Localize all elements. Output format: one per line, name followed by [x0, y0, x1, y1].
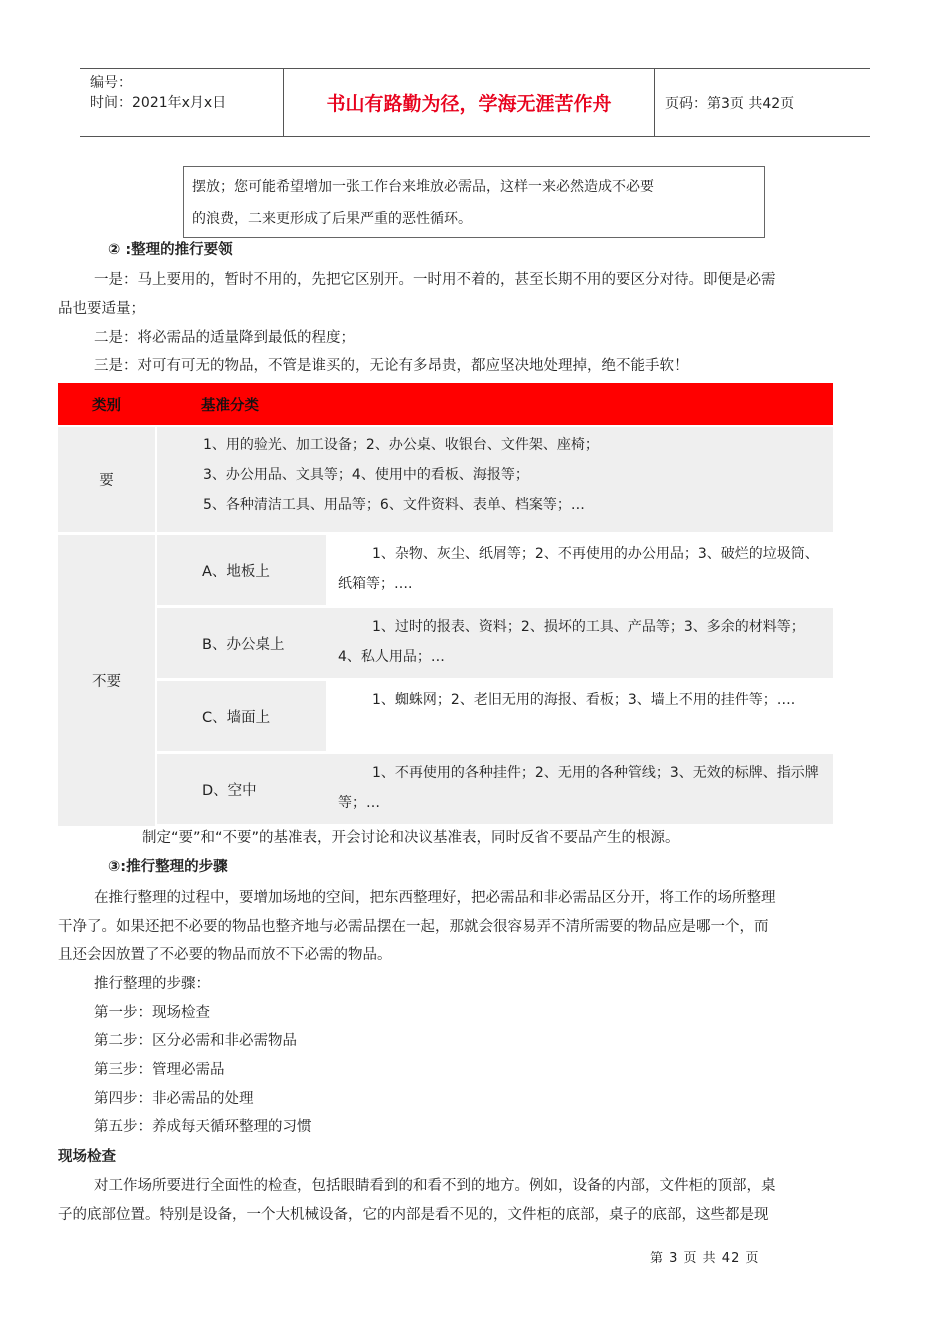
table-row: [157, 681, 833, 751]
items-cell: 1、不再使用的各种挂件；2、无用的各种管线；3、无效的标牌、指示牌等；…: [326, 754, 833, 824]
document-number-label: 编号：: [90, 75, 132, 91]
unneeded-subrows: [157, 535, 833, 826]
step-item: 第五步：养成每天循环整理的习惯: [94, 1119, 312, 1135]
steps-intro: 推行整理的步骤：: [94, 976, 210, 992]
paragraph-line: 对工作场所要进行全面性的检查，包括眼睛看到的和看不到的地方。例如，设备的内部，文件柜的顶部，桌: [94, 1178, 776, 1194]
document-date: 时间：2021年x月x日: [90, 95, 227, 111]
table-header-category: 类别: [92, 397, 121, 414]
paragraph-line: 子的底部位置。特别是设备，一个大机械设备，它的内部是看不见的，文件柜的底部，桌子的底部，这些都是现: [58, 1207, 769, 1223]
header-page-number: 页码：第3页 共42页: [665, 95, 795, 112]
needed-item-line: 3、办公用品、文具等；4、使用中的看板、海报等；: [203, 467, 529, 483]
section-heading-2: ② :整理的推行要领: [108, 242, 233, 258]
needed-item-line: 1、用的验光、加工设备；2、办公桌、收银台、文件架、座椅；: [203, 437, 599, 453]
category-unneeded: 不要: [58, 535, 155, 826]
table-row: [157, 608, 833, 678]
page-footer: 第 3 页 共 42 页: [650, 1251, 760, 1266]
paragraph-line: 一是：马上要用的，暂时不用的，先把它区别开。一时用不着的，甚至长期不用的要区分对待。即便是必需: [94, 272, 776, 288]
boxed-paragraph: [183, 166, 765, 238]
items-cell: 1、蜘蛛网；2、老旧无用的海报、看板；3、墙上不用的挂件等；….: [326, 681, 833, 751]
items-cell: 1、杂物、灰尘、纸屑等；2、不再使用的办公用品；3、破烂的垃圾筒、纸箱等；….: [326, 535, 833, 605]
items-cell: 1、过时的报表、资料；2、损坏的工具、产品等；3、多余的材料等；4、私人用品；…: [326, 608, 833, 678]
needed-items: [157, 427, 833, 532]
table-row-needed: [58, 427, 833, 532]
header-motto: 书山有路勤为径，学海无涯苦作舟: [283, 69, 655, 136]
inspection-heading: 现场检查: [58, 1149, 116, 1165]
table-row-unneeded: [58, 535, 833, 826]
location-cell: C、墙面上: [157, 681, 326, 751]
paragraph-line: 品也要适量；: [58, 301, 145, 317]
step-item: 第二步：区分必需和非必需物品: [94, 1033, 297, 1049]
table-header-criteria: 基准分类: [201, 397, 259, 414]
location-cell: B、办公桌上: [157, 608, 326, 678]
step-item: 第一步：现场检查: [94, 1005, 210, 1021]
table-header-row: [58, 383, 833, 425]
page-header: [80, 68, 870, 137]
step-item: 第三步：管理必需品: [94, 1062, 225, 1078]
boxed-line: 摆放；您可能希望增加一张工作台来堆放必需品，这样一来必然造成不必要: [192, 179, 654, 195]
location-cell: D、空中: [157, 754, 326, 824]
paragraph-line: 三是：对可有可无的物品，不管是谁买的，无论有多昂贵，都应坚决地处理掉，绝不能手软！: [94, 358, 689, 374]
paragraph-line: 二是：将必需品的适量降到最低的程度；: [94, 330, 355, 346]
step-item: 第四步：非必需品的处理: [94, 1091, 254, 1107]
category-needed: 要: [99, 473, 114, 489]
criteria-table: [58, 383, 833, 826]
table-note: 制定“要”和“不要”的基准表，开会讨论和决议基准表，同时反省不要品产生的根源。: [142, 830, 680, 846]
section-heading-3: ③:推行整理的步骤: [108, 859, 228, 875]
table-row: [157, 535, 833, 605]
paragraph-line: 干净了。如果还把不必要的物品也整齐地与必需品摆在一起，那就会很容易弄不清所需要的物品应是哪一个，而: [58, 919, 769, 935]
needed-item-line: 5、各种清洁工具、用品等；6、文件资料、表单、档案等；…: [203, 497, 585, 513]
boxed-line: 的浪费，二来更形成了后果严重的恶性循环。: [192, 211, 472, 227]
paragraph-line: 且还会因放置了不必要的物品而放不下必需的物品。: [58, 947, 392, 963]
header-meta: [80, 69, 283, 136]
paragraph-line: 在推行整理的过程中，要增加场地的空间，把东西整理好，把必需品和非必需品区分开，将工作的场所整理: [94, 890, 776, 906]
table-row: [157, 754, 833, 824]
location-cell: A、地板上: [157, 535, 326, 605]
